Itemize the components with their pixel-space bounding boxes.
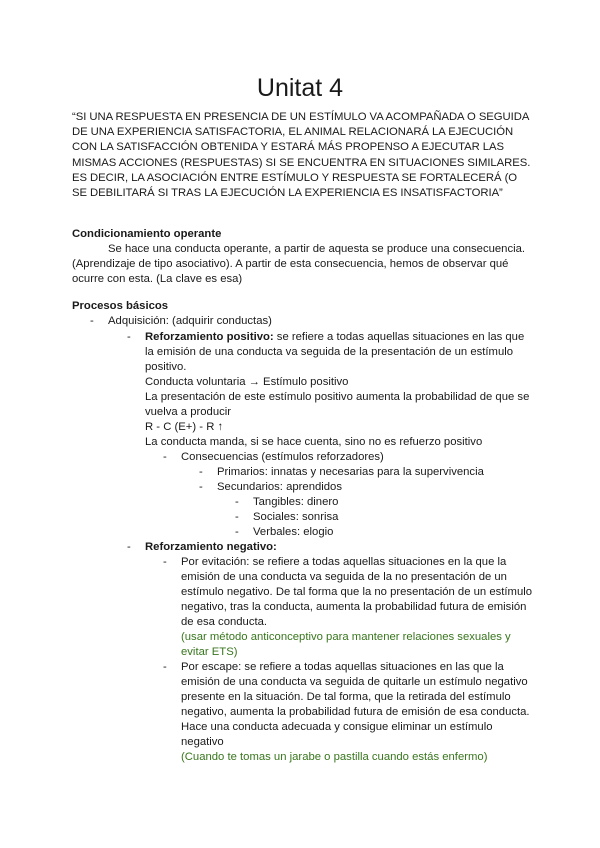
list-item-primarios: Primarios: innatas y necesarias para la supervivencia — [217, 466, 484, 478]
bullet-dash: - — [127, 331, 131, 343]
positivo-line-2: la emisión de una conducta va seguida de la presentación de un estímulo — [145, 346, 514, 358]
bullet-dash: - — [90, 315, 94, 327]
escape-line-1: Por escape: se refiere a todas aquellas situaciones en las que la — [181, 661, 504, 673]
page-title: Unitat 4 — [256, 74, 344, 102]
bullet-dash: - — [199, 466, 203, 478]
bullet-dash: - — [163, 556, 167, 568]
positivo-line-4: Conducta voluntaria → Estímulo positivo — [145, 376, 349, 388]
list-item-adquisicion: Adquisición: (adquirir conductas) — [108, 315, 272, 327]
quote-paragraph: “SI UNA RESPUESTA EN PRESENCIA DE UN ESTÍMULO VA ACOMPAÑADA O SEGUIDA DE UNA EXPERIENCIA SATISFACTORIA, EL ANIMAL RELACIONARÁ LA EJECUCIÓN CON LA SATISFACCIÓN OBTENIDA Y ESTARÁ MÁS PROPENSO A EJECUTAR LAS MISMAS ACCIONES (RESPUESTAS) SI SE ENCUENTRA EN SITUACIONES SIMILARES. ES DECIR, LA ASOCIACIÓN ENTRE ESTÍMULO Y RESPUESTA SE FORTALECERÁ (O SE DEBILITARÁ SI TRAS LA EJECUCIÓN LA EXPERIENCIA ES INSATISFACTORIA” — [72, 111, 531, 200]
evitacion-example-line-1: (usar método anticonceptivo para mantener relaciones sexuales y — [181, 631, 511, 643]
escape-line-3: presente en la situación. De tal forma, que la retirada del estímulo — [181, 691, 511, 703]
bullet-dash: - — [199, 481, 203, 493]
positivo-line-6: vuelva a producir — [145, 406, 232, 418]
list-item-sociales: Sociales: sonrisa — [253, 511, 339, 523]
list-item-reforzamiento-positivo — [145, 330, 524, 345]
bullet-dash: - — [235, 496, 239, 508]
list-item-reforzamiento-negativo: Reforzamiento negativo: — [145, 541, 277, 553]
positivo-line-8: La conducta manda, si se hace cuenta, sino no es refuerzo positivo — [145, 436, 483, 448]
evitacion-line-1: Por evitación: se refiere a todas aquellas situaciones en la que la — [181, 556, 507, 568]
evitacion-line-3: estímulo negativo. De tal forma que la no presentación de un estímulo — [181, 586, 533, 598]
escape-line-6: negativo — [181, 736, 224, 748]
evitacion-line-2: emisión de una conducta va seguida de la no presentación de un — [181, 571, 507, 583]
evitacion-example-line-2: evitar ETS) — [181, 646, 238, 658]
escape-line-2: emisión de una conducta va seguida de quitarle un estímulo negativo — [181, 676, 528, 688]
section-heading-condicionamiento: Condicionamiento operante — [72, 228, 222, 240]
positivo-line-7: R - C (E+) - R ↑ — [145, 421, 224, 433]
positivo-line-5: La presentación de este estímulo positivo aumenta la probabilidad de que se — [145, 391, 530, 403]
positivo-line-3: positivo. — [145, 361, 187, 373]
list-item-tangibles: Tangibles: dinero — [253, 496, 339, 508]
bullet-dash: - — [235, 526, 239, 538]
evitacion-line-4: negativo, tras la conducta, aumenta la probabilidad futura de emisión — [181, 601, 527, 613]
positivo-label: Reforzamiento positivo: — [145, 331, 274, 343]
escape-line-4: negativo, aumenta la probabilidad futura de emisión de esa conducta. — [181, 706, 530, 718]
evitacion-line-5: de esa conducta. — [181, 616, 268, 628]
condicionamiento-line-3: ocurre con esta. (La clave es esa) — [72, 273, 243, 285]
bullet-dash: - — [163, 661, 167, 673]
escape-example: (Cuando te tomas un jarabe o pastilla cuando estás enfermo) — [181, 751, 488, 763]
escape-line-5: Hace una conducta adecuada y consigue eliminar un estímulo — [181, 721, 493, 733]
section-heading-procesos: Procesos básicos — [72, 300, 169, 312]
positivo-line-1: se refiere a todas aquellas situaciones en las que — [273, 331, 525, 343]
list-item-secundarios: Secundarios: aprendidos — [217, 481, 342, 493]
bullet-dash: - — [163, 451, 167, 463]
bullet-dash: - — [235, 511, 239, 523]
list-item-verbales: Verbales: elogio — [253, 526, 334, 538]
list-item-consecuencias: Consecuencias (estímulos reforzadores) — [181, 451, 384, 463]
bullet-dash: - — [127, 541, 131, 553]
condicionamiento-line-1: Se hace una conducta operante, a partir de aquesta se produce una consecuencia. — [108, 243, 526, 255]
condicionamiento-line-2: (Aprendizaje de tipo asociativo). A partir de esta consecuencia, hemos de observar qué — [72, 258, 509, 270]
